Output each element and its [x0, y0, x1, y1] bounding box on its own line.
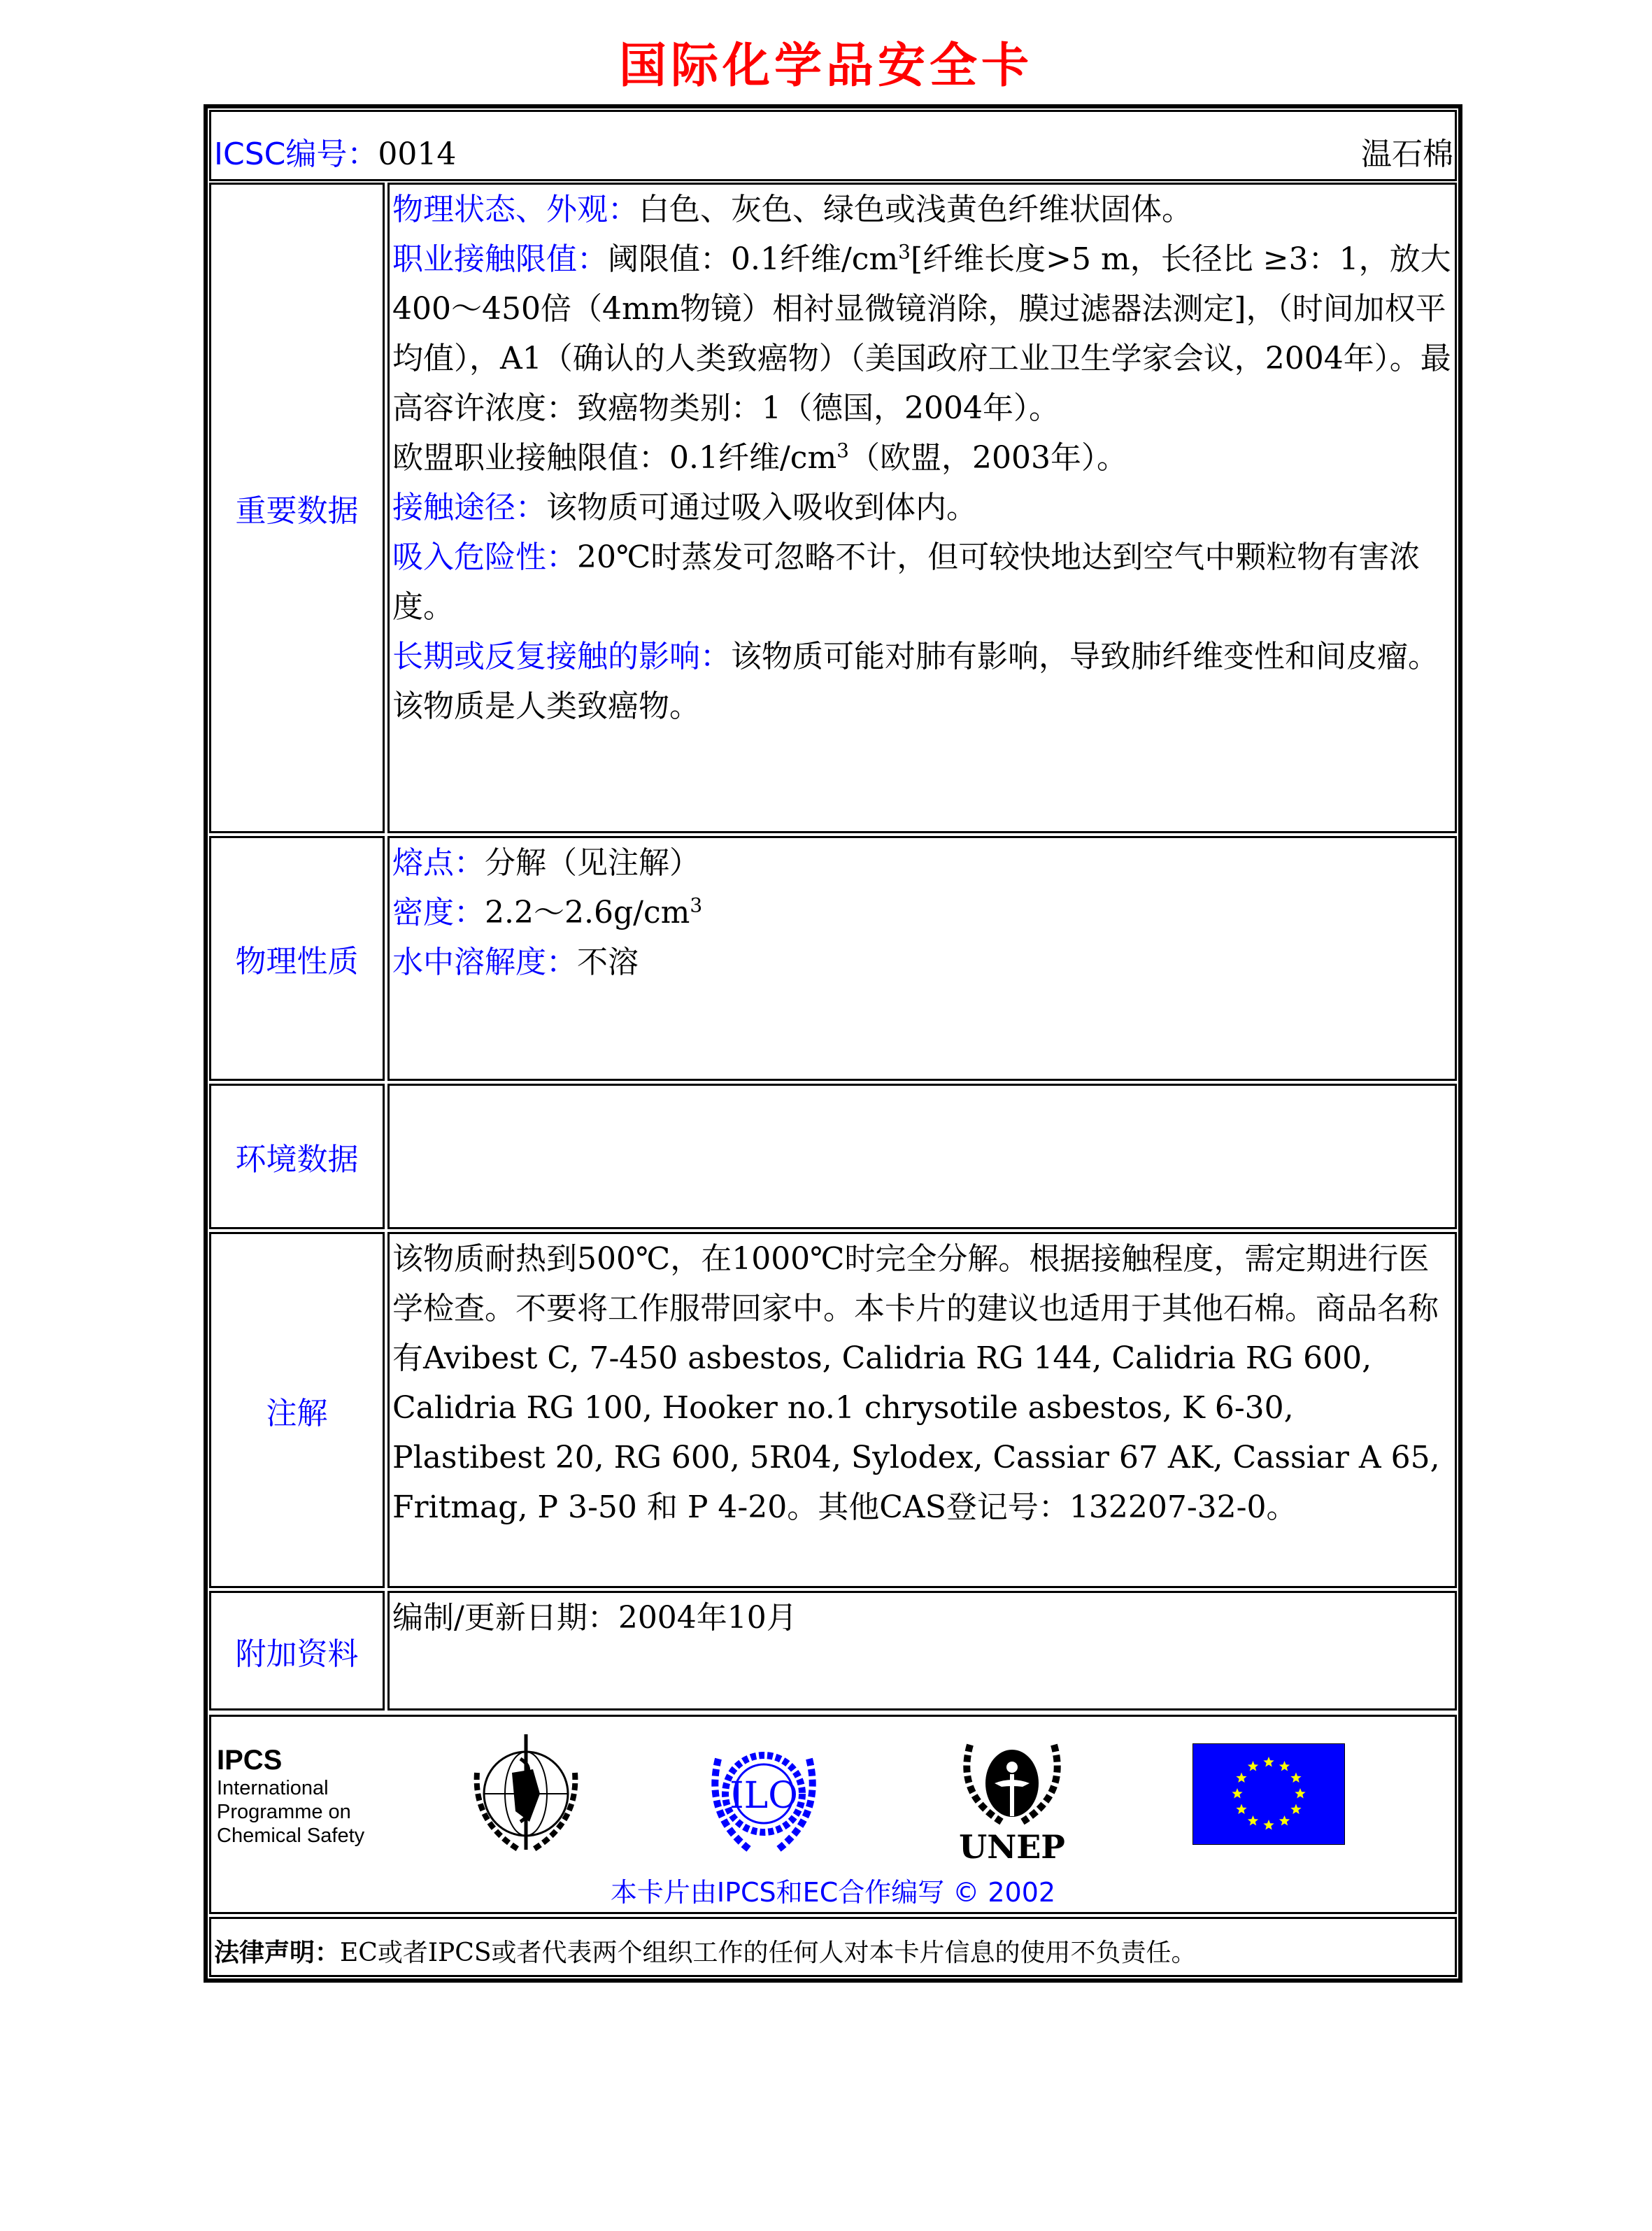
- environmental-content: [387, 1084, 1457, 1229]
- ipcs-block: [217, 1745, 364, 1848]
- update-date: 编制/更新日期：2004年10月: [392, 1600, 797, 1636]
- long-term-text: 该物质可能对肺有影响，导致肺纤维变性和间皮瘤。该物质是人类致癌物。: [392, 639, 1439, 724]
- icsc-number: 0014: [378, 136, 457, 172]
- inhalation-risk-label: 吸入危险性：: [392, 539, 577, 575]
- density-text: 2.2～2.6g/cm: [485, 895, 690, 930]
- route-text: 该物质可通过吸入吸收到体内。: [546, 490, 977, 525]
- chemical-name: 温石棉: [1361, 136, 1453, 172]
- safety-card-table: [204, 104, 1462, 1983]
- density-label: 密度：: [392, 895, 485, 930]
- solubility-label: 水中溶解度：: [392, 944, 577, 980]
- footer-logos: [209, 1715, 1457, 1914]
- exposure-limits-label: 职业接触限值：: [392, 241, 608, 277]
- header-row: [209, 110, 1457, 181]
- environmental-label: 环境数据: [209, 1084, 385, 1229]
- physical-properties-content: [387, 836, 1457, 1081]
- ipcs-line: International: [217, 1777, 329, 1799]
- svg-text:ILO: ILO: [729, 1775, 798, 1817]
- eu-flag: [1192, 1743, 1345, 1845]
- physical-properties-label: 物理性质: [209, 836, 385, 1081]
- ipcs-line: Chemical Safety: [217, 1825, 365, 1847]
- legal-row: [209, 1917, 1457, 1977]
- notes-label: 注解: [209, 1232, 385, 1588]
- important-data-label: 重要数据: [209, 183, 385, 833]
- icsc-label: ICSC编号：: [214, 136, 378, 172]
- superscript: 3: [898, 240, 911, 264]
- page-title: 国际化学品安全卡: [618, 38, 1033, 94]
- legal-text: EC或者IPCS或者代表两个组织工作的任何人对本卡片信息的使用不负责任。: [340, 1939, 1197, 1967]
- physical-state-text: 白色、灰色、绿色或浅黄色纤维状固体。: [639, 192, 1192, 227]
- exposure-limits-text: [纤维长度>5 m，长径比 ≥3：1，放大400～450倍（4mm物镜）相衬显微镜消除，膜过滤器法测定]，（时间加权平均值），A1（确认的人类致癌物）（美国政府工业卫生学家会议，2004年）。最高容许浓度：致癌物类别：1（德国，2004年）。: [392, 241, 1451, 426]
- ipcs-line: Programme on: [217, 1801, 351, 1823]
- notes-text: 该物质耐热到500℃，在1000℃时完全分解。根据接触程度，需定期进行医学检查。不要将工作服带回家中。本卡片的建议也适用于其他石棉。商品名称有Avibest C, 7-450 asbestos, Calidria RG 144, Calidria RG 600, Calidria RG 100, Hooker no.1 chrysotile asbestos, K 6-30, Plastibest 20, RG 600, 5R04, Sylodex, Cassiar 67 AK, Cassiar A 65, Fritmag, P 3-50 和 P 4-20。其他CAS登记号：132207-32-0。: [392, 1241, 1440, 1525]
- superscript: 3: [690, 893, 703, 917]
- svg-text:UNEP: UNEP: [959, 1828, 1065, 1864]
- melting-point-text: 分解（见注解）: [485, 845, 700, 881]
- superscript: 3: [836, 439, 849, 462]
- eu-limit-text: 欧盟职业接触限值：0.1纤维/cm: [392, 440, 837, 476]
- who-logo: [463, 1731, 589, 1857]
- ipcs-title: IPCS: [217, 1745, 283, 1776]
- exposure-limits-text: 阈限值：0.1纤维/cm: [608, 241, 899, 277]
- credit-text: 本卡片由IPCS和EC合作编写 © 2002: [610, 1877, 1056, 1908]
- melting-point-label: 熔点：: [392, 845, 485, 881]
- unep-logo: [953, 1731, 1071, 1864]
- eu-limit-text: （欧盟，2003年）。: [849, 440, 1127, 476]
- physical-state-label: 物理状态、外观：: [392, 192, 639, 227]
- important-data-content: [387, 183, 1457, 833]
- legal-label: 法律声明：: [214, 1939, 341, 1967]
- additional-label: 附加资料: [209, 1591, 385, 1711]
- route-label: 接触途径：: [392, 490, 546, 525]
- solubility-text: 不溶: [577, 944, 639, 980]
- additional-content: [387, 1591, 1457, 1711]
- long-term-label: 长期或反复接触的影响：: [392, 639, 731, 674]
- notes-content: [387, 1232, 1457, 1588]
- ilo-logo: [701, 1731, 827, 1857]
- inhalation-risk-text: 20℃时蒸发可忽略不计，但可较快地达到空气中颗粒物有害浓度。: [392, 539, 1420, 625]
